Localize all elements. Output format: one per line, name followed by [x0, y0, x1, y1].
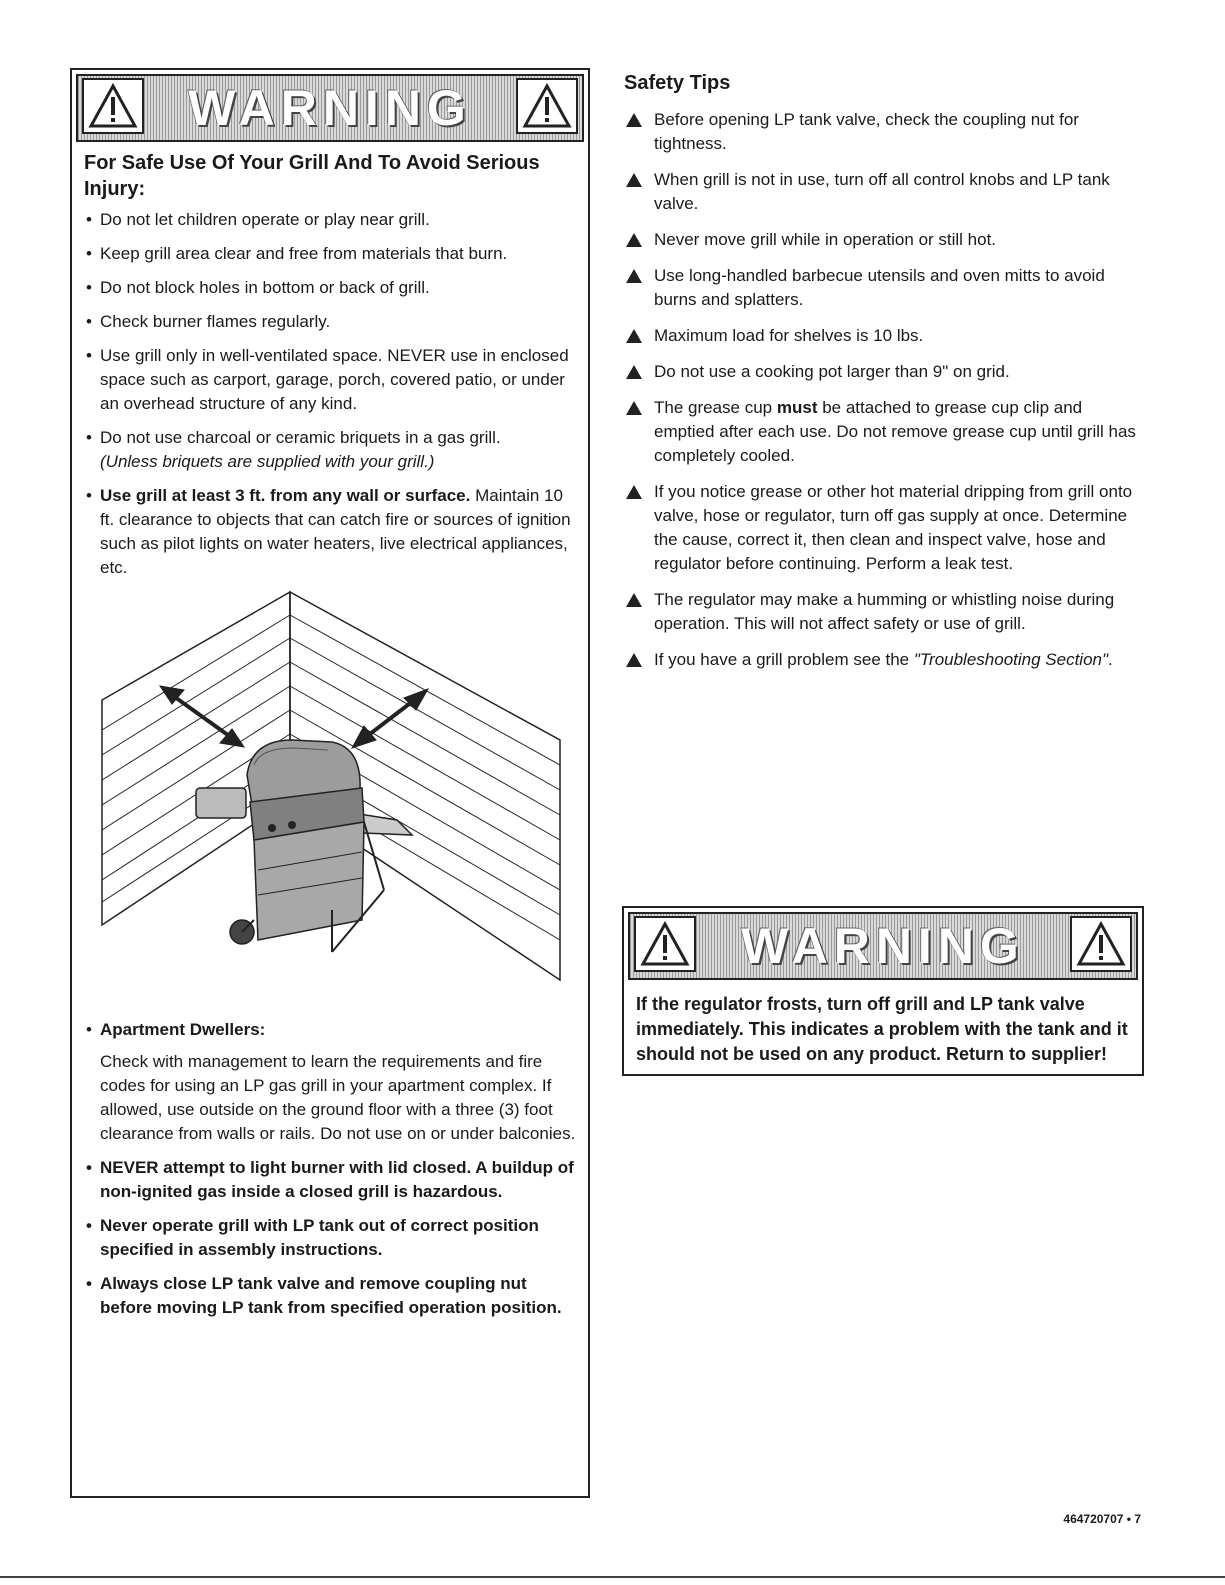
list-item: [84, 1272, 576, 1320]
tip-text: Maximum load for shelves is 10 lbs.: [654, 326, 924, 345]
bullet-icon: •: [86, 312, 92, 331]
tip-text: Never move grill while in operation or still hot.: [654, 230, 997, 249]
triangle-bullet-icon: [626, 329, 642, 343]
list-item: [84, 1214, 576, 1262]
bullet-text: Do not let children operate or play near grill.: [100, 210, 430, 229]
bullet-icon: •: [86, 278, 92, 297]
list-item: [624, 108, 1144, 156]
warning-banner: [76, 74, 584, 142]
triangle-bullet-icon: [626, 113, 642, 127]
list-item: [84, 344, 576, 416]
list-item: [84, 426, 576, 474]
safety-tips-title: Safety Tips: [624, 72, 731, 94]
bullet-icon: •: [86, 1020, 92, 1039]
list-item: [624, 396, 1144, 468]
triangle-bullet-icon: [626, 173, 642, 187]
list-item: [624, 480, 1144, 576]
warning-triangle-icon: [516, 78, 578, 134]
list-item: [624, 648, 1144, 672]
tip-bold-text: must: [776, 398, 818, 417]
triangle-bullet-icon: [626, 653, 642, 667]
bottom-divider: [0, 1576, 1225, 1578]
tip-text: If you have a grill problem see the: [654, 650, 914, 669]
tip-text: If you notice grease or other hot material dripping from grill onto valve, hose or regulator, turn off gas supply at once. Determine the cause, correct it, then clean and inspect valve, hose and regulator before continuing. Perform a leak test.: [654, 482, 1133, 573]
bullet-icon: •: [86, 346, 92, 365]
triangle-bullet-icon: [626, 365, 642, 379]
list-item: [84, 276, 576, 300]
list-item: [84, 1018, 576, 1146]
bullet-icon: •: [86, 428, 92, 447]
tip-text: Do not use a cooking pot larger than 9" on grid.: [654, 362, 1010, 381]
bullet-bold-text: Use grill at least 3 ft. from any wall or surface.: [100, 486, 471, 505]
bullet-icon: •: [86, 1274, 92, 1293]
triangle-bullet-icon: [626, 485, 642, 499]
apartment-bullet-list: [72, 1018, 588, 1320]
left-warning-box: [70, 68, 590, 1498]
warning-bullet-list: [72, 208, 588, 580]
apartment-text: Check with management to learn the requirements and fire codes for using an LP gas grill in your apartment complex. If allowed, use outside on the ground floor with a three (3) foot clearance from walls or rails. Do not use on or under balconies.: [100, 1052, 576, 1143]
triangle-bullet-icon: [626, 269, 642, 283]
tip-text: Use long-handled barbecue utensils and oven mitts to avoid burns and splatters.: [654, 266, 1105, 309]
apartment-title: Apartment Dwellers:: [100, 1020, 266, 1039]
list-item: [624, 264, 1144, 312]
page-number: 464720707 • 7: [1063, 1512, 1141, 1526]
list-item: [624, 168, 1144, 216]
warning-triangle-icon: [1070, 916, 1132, 972]
bullet-icon: •: [86, 1158, 92, 1177]
bullet-note: (Unless briquets are supplied with your grill.): [100, 452, 435, 471]
warning-triangle-icon: [634, 916, 696, 972]
grill-clearance-illustration: [72, 590, 588, 1010]
right-warning-box: [622, 906, 1144, 1076]
bullet-text: Do not block holes in bottom or back of grill.: [100, 278, 430, 297]
bullet-text: Keep grill area clear and free from materials that burn.: [100, 244, 508, 263]
tip-text: be attached to grease cup clip and emptied after each use. Do not remove grease cup until grill has completely cooled.: [654, 398, 1136, 465]
safety-tips-list: [624, 108, 1144, 684]
warning-triangle-icon: [82, 78, 144, 134]
bullet-text: Maintain 10 ft. clearance to objects that can catch fire or sources of ignition such as pilot lights on water heaters, live electrical appliances, etc.: [100, 486, 571, 577]
bullet-text: Never operate grill with LP tank out of correct position specified in assembly instructions.: [100, 1216, 539, 1259]
bullet-icon: •: [86, 244, 92, 263]
bullet-icon: •: [86, 486, 92, 505]
tip-text: Before opening LP tank valve, check the coupling nut for tightness.: [654, 110, 1079, 153]
regulator-frost-warning: If the regulator frosts, turn off grill and LP tank valve immediately. This indicates a problem with the tank and it should not be used on any product. Return to supplier!: [636, 994, 1128, 1064]
triangle-bullet-icon: [626, 233, 642, 247]
triangle-bullet-icon: [626, 593, 642, 607]
tip-text: The grease cup: [654, 398, 777, 417]
bullet-icon: •: [86, 210, 92, 229]
list-item: [624, 588, 1144, 636]
bullet-text: Always close LP tank valve and remove coupling nut before moving LP tank from specified operation position.: [100, 1274, 562, 1317]
triangle-bullet-icon: [626, 401, 642, 415]
warning-banner: [628, 912, 1138, 980]
list-item: [84, 310, 576, 334]
bullet-text: Check burner flames regularly.: [100, 312, 331, 331]
list-item: [84, 1156, 576, 1204]
troubleshooting-reference: "Troubleshooting Section": [913, 650, 1109, 669]
tip-text: The regulator may make a humming or whistling noise during operation. This will not affect safety or use of grill.: [654, 590, 1115, 633]
warning-word: WARNING: [188, 80, 472, 136]
bullet-text: NEVER attempt to light burner with lid closed. A buildup of non-ignited gas inside a closed grill is hazardous.: [100, 1158, 574, 1201]
list-item: [84, 242, 576, 266]
bullet-text: Use grill only in well-ventilated space. NEVER use in enclosed space such as carport, garage, porch, covered patio, or under an overhead structure of any kind.: [100, 346, 569, 413]
bullet-icon: •: [86, 1216, 92, 1235]
list-item: [84, 208, 576, 232]
list-item: [624, 360, 1144, 384]
warning-word: WARNING: [741, 918, 1025, 974]
warning-heading: For Safe Use Of Your Grill And To Avoid Serious Injury:: [84, 152, 540, 200]
list-item: [624, 228, 1144, 252]
list-item: [84, 484, 576, 580]
list-item: [624, 324, 1144, 348]
tip-text: .: [1108, 650, 1113, 669]
tip-text: When grill is not in use, turn off all control knobs and LP tank valve.: [654, 170, 1110, 213]
bullet-text: Do not use charcoal or ceramic briquets in a gas grill.: [100, 428, 501, 447]
